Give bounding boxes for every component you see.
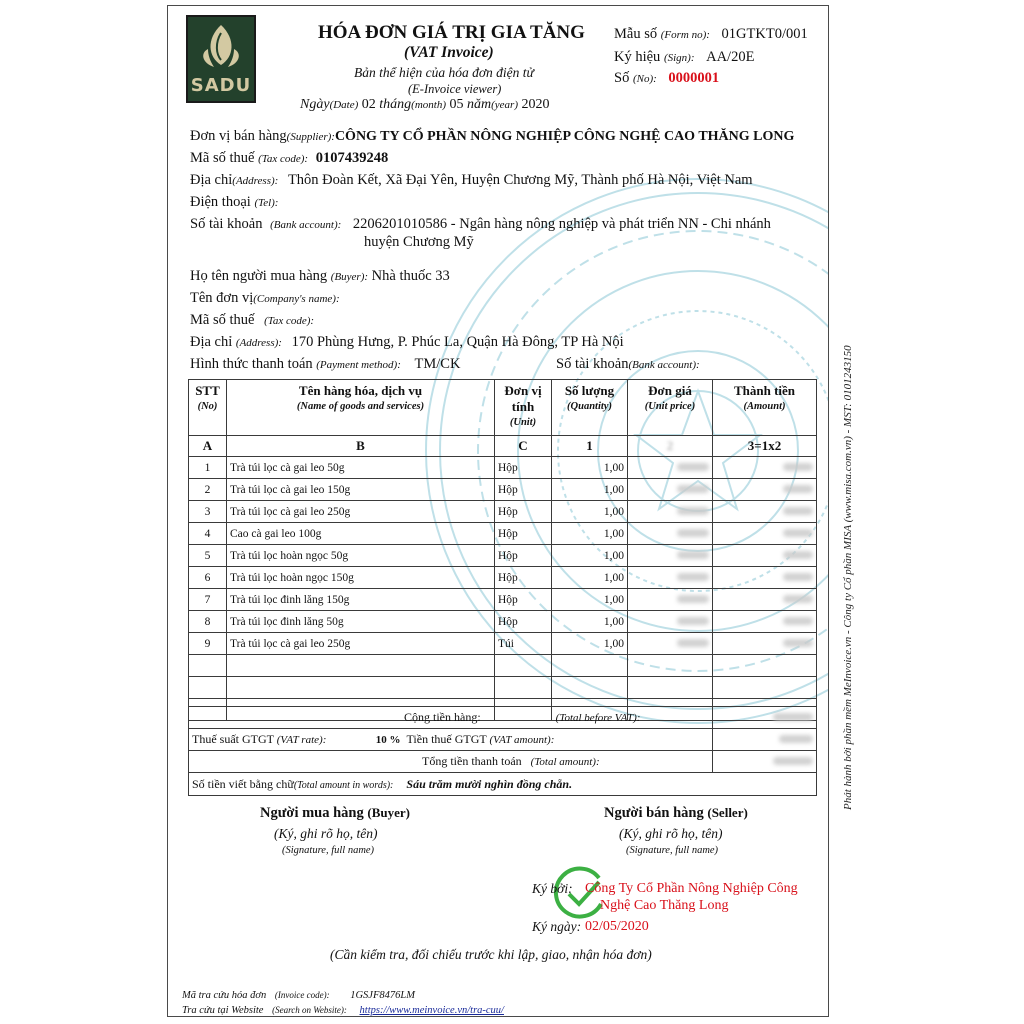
words-label: Số tiền viết bằng chữ [192, 776, 294, 791]
empty-cell [227, 677, 495, 699]
empty-cell [227, 655, 495, 677]
item-unit: Hộp [495, 479, 552, 501]
goods-body [189, 457, 817, 721]
total-label: Tổng tiền thanh toán [422, 754, 522, 768]
table-row [189, 479, 817, 501]
buyer-payment-row: Hình thức thanh toán (Payment method): TM/CK [190, 356, 461, 372]
empty-cell [189, 655, 227, 677]
col-header-amount: Thành tiền (Amount) [713, 380, 817, 436]
item-no: 3 [189, 501, 227, 523]
signed-date-label: Ký ngày: [532, 919, 582, 934]
table-row [189, 457, 817, 479]
item-amount-blurred [713, 567, 817, 589]
item-unit: Hộp [495, 523, 552, 545]
item-qty: 1,00 [552, 567, 628, 589]
logo-text: SADU [190, 75, 252, 96]
item-no: 4 [189, 523, 227, 545]
search-website-link[interactable]: https://www.meinvoice.vn/tra-cuu/ [359, 1005, 504, 1016]
item-qty: 1,00 [552, 523, 628, 545]
empty-cell [713, 655, 817, 677]
item-price-blurred [628, 479, 713, 501]
col-header-no: STT (No) [189, 380, 227, 436]
buyer-signature-title: Người mua hàng (Buyer) [260, 805, 410, 821]
item-qty: 1,00 [552, 589, 628, 611]
table-code-row [189, 436, 817, 457]
item-amount-blurred [713, 611, 817, 633]
item-qty: 1,00 [552, 633, 628, 655]
sign-symbol: Ký hiệu (Sign): AA/20E [614, 49, 755, 65]
company-logo [186, 15, 256, 103]
invoice-code-row: Mã tra cứu hóa đơn (Invoice code): 1GSJF8476LM [182, 990, 415, 1001]
supplier-bank-row: Số tài khoản (Bank account): 2206201010586 - Ngân hàng nông nghiệp và phát triển NN - Chi nhánh [190, 216, 771, 232]
empty-cell [189, 677, 227, 699]
item-qty: 1,00 [552, 611, 628, 633]
item-price-blurred [628, 611, 713, 633]
vat-amount-value [713, 729, 817, 751]
item-price-blurred [628, 567, 713, 589]
item-name: Trà túi lọc đinh lăng 150g [227, 589, 495, 611]
item-name: Trà túi lọc cà gai leo 250g [227, 633, 495, 655]
item-no: 1 [189, 457, 227, 479]
item-price-blurred [628, 633, 713, 655]
vat-rate-label: Thuế suất GTGT (VAT rate): [189, 729, 349, 751]
item-unit: Hộp [495, 589, 552, 611]
vat-row [189, 729, 817, 751]
item-unit: Hộp [495, 611, 552, 633]
col-header-unit: Đơn vị tính (Unit) [495, 380, 552, 436]
empty-cell [552, 655, 628, 677]
empty-cell [495, 677, 552, 699]
invoice-title: HÓA ĐƠN GIÁ TRỊ GIA TĂNG [318, 22, 585, 43]
amount-in-words: Sáu trăm mười nghìn đồng chẵn. [406, 776, 573, 791]
seller-sign-note-en: (Signature, full name) [626, 845, 719, 856]
item-amount-blurred [713, 633, 817, 655]
total-value [713, 751, 817, 773]
buyer-tax-row: Mã số thuế (Tax code): [190, 312, 315, 328]
subtotal-row [189, 707, 817, 729]
total-label-en: (Total amount): [530, 756, 600, 768]
empty-cell [628, 655, 713, 677]
item-price-blurred [628, 501, 713, 523]
item-unit: Hộp [495, 501, 552, 523]
item-qty: 1,00 [552, 501, 628, 523]
empty-cell [713, 677, 817, 699]
empty-cell [552, 677, 628, 699]
table-row [189, 633, 817, 655]
words-row: Số tiền viết bằng chữ(Total amount in words): Sáu trăm mười nghìn đồng chẵn. [189, 773, 817, 796]
item-unit: Hộp [495, 457, 552, 479]
verification-note: (Cần kiểm tra, đối chiếu trước khi lập, giao, nhận hóa đơn) [330, 947, 652, 962]
table-row-empty [189, 677, 817, 699]
seller-sign-note: (Ký, ghi rõ họ, tên) [619, 826, 723, 841]
vat-rate-value: 10 % [349, 729, 404, 751]
item-name: Trà túi lọc hoàn ngọc 50g [227, 545, 495, 567]
issuer-vertical-note: Phát hành bởi phần mềm MeInvoice.vn - Công ty Cổ phần MISA (www.misa.com.vn) - MST: 0101243150 [842, 345, 854, 810]
item-amount-blurred [713, 589, 817, 611]
supplier-tax-row: Mã số thuế (Tax code): 0107439248 [190, 150, 389, 166]
supplier-address-row: Địa chỉ(Address): Thôn Đoàn Kết, Xã Đại Yên, Huyện Chương Mỹ, Thành phố Hà Nội, Việt Nam [190, 172, 753, 188]
col-header-qty: Số lượng (Quantity) [552, 380, 628, 436]
empty-cell [495, 655, 552, 677]
item-unit: Túi [495, 633, 552, 655]
code-cell: 3=1x2 [713, 436, 817, 457]
subtotal-label-en: (Total before VAT): [555, 712, 641, 724]
table-row [189, 501, 817, 523]
buyer-name-row: Họ tên người mua hàng (Buyer): Nhà thuốc 33 [190, 268, 450, 284]
item-name: Trà túi lọc đinh lăng 50g [227, 611, 495, 633]
item-qty: 1,00 [552, 479, 628, 501]
item-amount-blurred [713, 479, 817, 501]
col-header-name: Tên hàng hóa, dịch vụ (Name of goods and services) [227, 380, 495, 436]
signed-date: 02/05/2020 [585, 919, 649, 934]
search-website-row: Tra cứu tại Website (Search on Website): https://www.meinvoice.vn/tra-cuu/ [182, 1005, 504, 1016]
table-row-empty [189, 655, 817, 677]
buyer-company-row: Tên đơn vị(Company's name): [190, 290, 340, 306]
item-price-blurred [628, 545, 713, 567]
item-name: Trà túi lọc cà gai leo 150g [227, 479, 495, 501]
viewer-note-en: (E-Invoice viewer) [408, 82, 502, 96]
item-amount-blurred [713, 501, 817, 523]
form-number: Mẫu số (Form no): 01GTKT0/001 [614, 26, 808, 42]
total-row [189, 751, 817, 773]
item-name: Trà túi lọc hoàn ngọc 150g [227, 567, 495, 589]
item-amount-blurred [713, 457, 817, 479]
invoice-number: Số (No): 0000001 [614, 70, 720, 86]
item-price-blurred [628, 457, 713, 479]
invoice-subtitle: (VAT Invoice) [404, 44, 494, 61]
invoice-sheet [167, 5, 829, 1017]
table-row [189, 545, 817, 567]
item-no: 6 [189, 567, 227, 589]
code-cell: C [495, 436, 552, 457]
supplier-bank-branch: huyện Chương Mỹ [364, 234, 474, 250]
buyer-bank-row: Số tài khoản(Bank account): [556, 356, 700, 372]
signed-by-line2: Nghệ Cao Thăng Long [600, 898, 729, 913]
buyer-address-row: Địa chỉ (Address): 170 Phùng Hưng, P. Phúc La, Quận Hà Đông, TP Hà Nội [190, 334, 624, 350]
item-qty: 1,00 [552, 457, 628, 479]
totals-table [188, 706, 817, 796]
subtotal-value [713, 707, 817, 729]
item-no: 8 [189, 611, 227, 633]
item-amount-blurred [713, 523, 817, 545]
supplier-tel-row: Điện thoại (Tel): [190, 194, 279, 210]
table-header-row [189, 380, 817, 436]
goods-table [188, 379, 817, 721]
empty-cell [628, 677, 713, 699]
item-no: 2 [189, 479, 227, 501]
code-cell: A [189, 436, 227, 457]
item-name: Cao cà gai leo 100g [227, 523, 495, 545]
signed-by-line1: Công Ty Cổ Phần Nông Nghiệp Công [585, 881, 798, 896]
table-row [189, 567, 817, 589]
table-row [189, 611, 817, 633]
code-cell: 1 [552, 436, 628, 457]
table-row [189, 523, 817, 545]
signed-by-label: Ký bởi: [532, 881, 573, 896]
item-price-blurred [628, 523, 713, 545]
vat-amount-label: Tiền thuế GTGT (VAT amount): [404, 729, 713, 751]
supplier-name-row: Đơn vị bán hàng(Supplier):CÔNG TY CỔ PHẦN NÔNG NGHIỆP CÔNG NGHỆ CAO THĂNG LONG [190, 128, 795, 144]
invoice-date: Ngày(Date) 02 tháng(month) 05 năm(year) 2020 [300, 97, 550, 112]
buyer-sign-note-en: (Signature, full name) [282, 845, 375, 856]
leaf-icon [188, 19, 254, 77]
item-no: 7 [189, 589, 227, 611]
col-header-price: Đơn giá (Unit price) [628, 380, 713, 436]
viewer-note: Bản thể hiện của hóa đơn điện tử [354, 65, 534, 80]
item-no: 9 [189, 633, 227, 655]
seller-signature-title: Người bán hàng (Seller) [604, 805, 748, 821]
subtotal-label: Cộng tiền hàng: [404, 710, 481, 724]
item-amount-blurred [713, 545, 817, 567]
code-cell: 2 [628, 436, 713, 457]
table-row [189, 589, 817, 611]
item-name: Trà túi lọc cà gai leo 50g [227, 457, 495, 479]
buyer-sign-note: (Ký, ghi rõ họ, tên) [274, 826, 378, 841]
item-no: 5 [189, 545, 227, 567]
code-cell: B [227, 436, 495, 457]
item-unit: Hộp [495, 545, 552, 567]
item-qty: 1,00 [552, 545, 628, 567]
item-name: Trà túi lọc cà gai leo 250g [227, 501, 495, 523]
item-price-blurred [628, 589, 713, 611]
item-unit: Hộp [495, 567, 552, 589]
